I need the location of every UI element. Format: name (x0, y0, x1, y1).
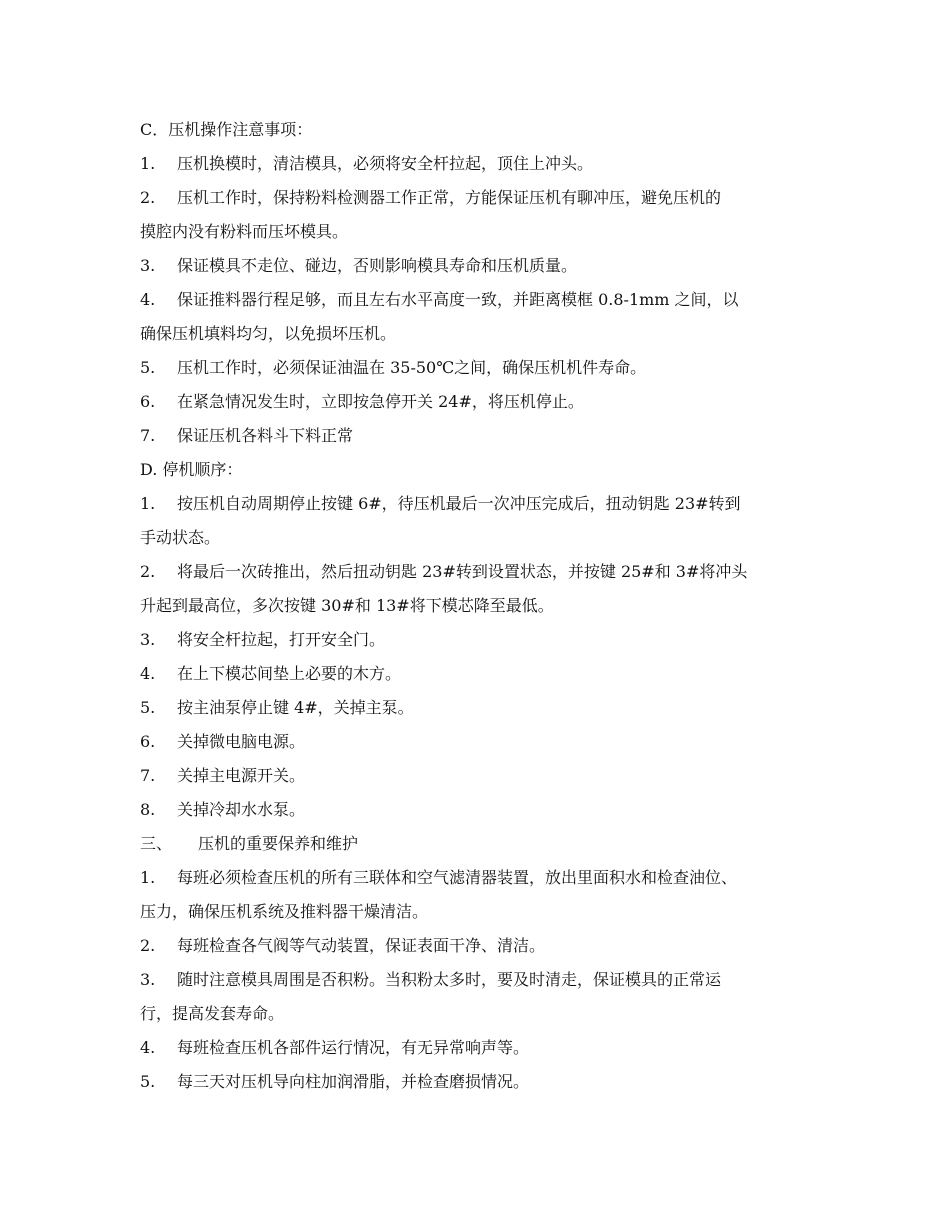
list-item (140, 1065, 830, 1099)
item-number: 8. (140, 800, 156, 819)
item-number: 6. (140, 392, 156, 411)
list-item (140, 691, 830, 725)
item-number: 2. (140, 188, 156, 207)
document-page (140, 113, 830, 1099)
list-item (140, 725, 830, 759)
line-text: 随时注意模具周围是否积粉。当积粉太多时，要及时清走，保证模具的正常运 (177, 970, 722, 989)
list-item (140, 861, 830, 895)
item-number: 3. (140, 970, 156, 989)
line-text: 压机工作时，保持粉料检测器工作正常，方能保证压机有聊冲压，避免压机的 (177, 188, 722, 207)
line-text: 升起到最高位，多次按键 30#和 13#将下模芯降至最低。 (140, 596, 554, 615)
item-number: 5. (140, 1072, 156, 1091)
section-heading (140, 827, 830, 861)
line-text: 将最后一次砖推出，然后扭动钥匙 23#转到设置状态，并按键 25#和 3#将冲头 (177, 562, 748, 581)
text-line (140, 317, 830, 351)
item-number: 2. (140, 936, 156, 955)
list-item (140, 793, 830, 827)
line-text: 关掉微电脑电源。 (177, 732, 306, 751)
item-number: 1. (140, 154, 156, 173)
item-number: 2. (140, 562, 156, 581)
line-text: 压机换模时，清洁模具，必须将安全杆拉起，顶住上冲头。 (177, 154, 594, 173)
line-text: C．压机操作注意事项： (140, 120, 313, 139)
line-text: 每班必须检查压机的所有三联体和空气滤清器装置，放出里面积水和检查油位、 (177, 868, 738, 887)
line-text: 按主油泵停止键 4#，关掉主泵。 (177, 698, 414, 717)
line-text: 压机的重要保养和维护 (198, 834, 359, 853)
item-number: 1. (140, 868, 156, 887)
list-item (140, 1031, 830, 1065)
list-item (140, 963, 830, 997)
line-text: 每班检查压机各部件运行情况，有无异常响声等。 (177, 1038, 530, 1057)
item-number: 3. (140, 256, 156, 275)
list-item (140, 181, 830, 215)
document-body (140, 113, 830, 1099)
text-line (140, 521, 830, 555)
text-line (140, 113, 830, 147)
list-item (140, 249, 830, 283)
line-text: 在上下模芯间垫上必要的木方。 (177, 664, 402, 683)
line-text: 行，提高发套寿命。 (140, 1004, 285, 1023)
item-number: 三、 (140, 834, 173, 853)
text-line (140, 895, 830, 929)
item-number: 5. (140, 698, 156, 717)
line-text: 将安全杆拉起，打开安全门。 (177, 630, 386, 649)
line-text: 确保压机填料均匀，以免损坏压机。 (140, 324, 397, 343)
line-text: 每班检查各气阀等气动装置，保证表面干净、清洁。 (177, 936, 546, 955)
item-number: 3. (140, 630, 156, 649)
line-text: 压力，确保压机系统及推料器干燥清洁。 (140, 902, 429, 921)
item-number: 1. (140, 494, 156, 513)
list-item (140, 351, 830, 385)
line-text: 保证模具不走位、碰边，否则影响模具寿命和压机质量。 (177, 256, 578, 275)
line-text: 按压机自动周期停止按键 6#，待压机最后一次冲压完成后，扭动钥匙 23#转到 (177, 494, 741, 513)
line-text: 手动状态。 (140, 528, 221, 547)
line-text: 压机工作时，必须保证油温在 35-50℃之间，确保压机机件寿命。 (177, 358, 647, 377)
text-line (140, 215, 830, 249)
list-item (140, 929, 830, 963)
item-number: 7. (140, 766, 156, 785)
list-item (140, 147, 830, 181)
line-text: 关掉主电源开关。 (177, 766, 306, 785)
line-text: 每三天对压机导向柱加润滑脂，并检查磨损情况。 (177, 1072, 530, 1091)
list-item (140, 419, 830, 453)
text-line (140, 453, 830, 487)
text-line (140, 589, 830, 623)
line-text: 在紧急情况发生时，立即按急停开关 24#，将压机停止。 (177, 392, 584, 411)
item-number: 5. (140, 358, 156, 377)
list-item (140, 759, 830, 793)
list-item (140, 385, 830, 419)
line-text: 关掉冷却水水泵。 (177, 800, 306, 819)
line-text: D. 停机顺序： (140, 460, 243, 479)
list-item (140, 283, 830, 317)
list-item (140, 555, 830, 589)
text-line (140, 997, 830, 1031)
list-item (140, 623, 830, 657)
item-number: 6. (140, 732, 156, 751)
item-number: 4. (140, 664, 156, 683)
item-number: 4. (140, 290, 156, 309)
line-text: 保证压机各料斗下料正常 (177, 426, 354, 445)
line-text: 摸腔内没有粉料而压坏模具。 (140, 222, 349, 241)
item-number: 4. (140, 1038, 156, 1057)
line-text: 保证推料器行程足够，而且左右水平高度一致，并距离模框 0.8-1mm 之间，以 (177, 290, 739, 309)
list-item (140, 657, 830, 691)
list-item (140, 487, 830, 521)
item-number: 7. (140, 426, 156, 445)
